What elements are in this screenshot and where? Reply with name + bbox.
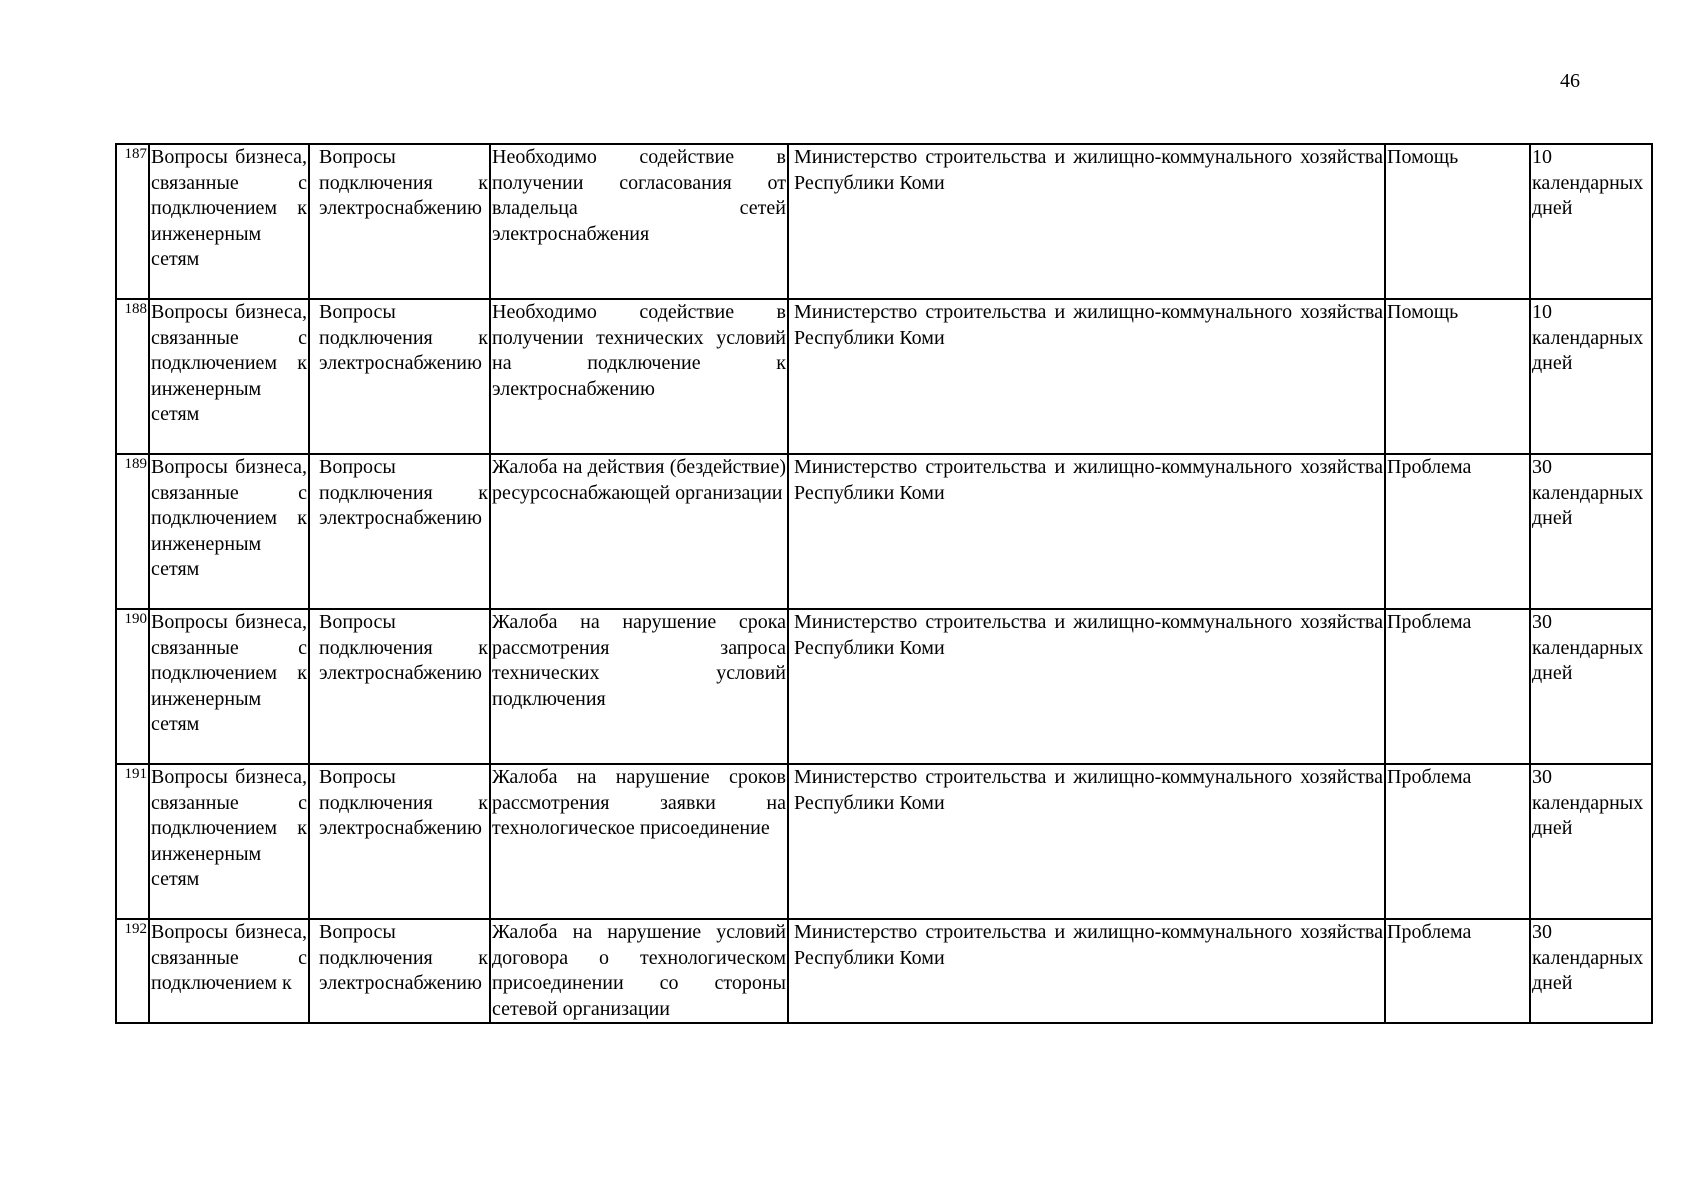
term-text: 30 календарных дней — [1532, 921, 1644, 994]
subcategory-cell — [309, 299, 490, 454]
category-cell — [149, 609, 309, 764]
subcategory-text: Вопросы подключения к электроснабжению — [319, 301, 488, 374]
subcategory-text: Вопросы подключения к электроснабжению — [319, 611, 488, 684]
type-cell — [1385, 764, 1530, 919]
authority-text: Министерство строительства и жилищно-коммунального хозяйства Республики Коми — [794, 921, 1383, 969]
row-number: 189 — [116, 454, 149, 609]
type-cell — [1385, 609, 1530, 764]
term-text: 30 календарных дней — [1532, 766, 1644, 839]
term-cell — [1530, 764, 1652, 919]
term-cell — [1530, 919, 1652, 1023]
type-text: Помощь — [1387, 146, 1459, 168]
type-text: Проблема — [1387, 611, 1472, 633]
description-text: Необходимо содействие в получении технических условий на подключение к электроснабжению — [492, 301, 786, 400]
type-cell — [1385, 919, 1530, 1023]
category-text: Вопросы бизнеса, связанные с подключением к инженерным сетям — [151, 611, 307, 735]
type-cell — [1385, 454, 1530, 609]
type-cell — [1385, 144, 1530, 299]
subcategory-text: Вопросы подключения к электроснабжению — [319, 456, 488, 529]
subcategory-text: Вопросы подключения к электроснабжению — [319, 921, 488, 994]
subcategory-cell — [309, 454, 490, 609]
table-row — [116, 609, 1652, 764]
term-text: 30 календарных дней — [1532, 456, 1644, 529]
subcategory-cell — [309, 919, 490, 1023]
description-cell — [490, 299, 788, 454]
table-row — [116, 454, 1652, 609]
term-cell — [1530, 144, 1652, 299]
description-text: Жалоба на нарушение сроков рассмотрения заявки на технологическое присоединение — [492, 766, 786, 839]
category-text: Вопросы бизнеса, связанные с подключением к инженерным сетям — [151, 146, 307, 270]
category-text: Вопросы бизнеса, связанные с подключением к инженерным сетям — [151, 301, 307, 425]
authority-text: Министерство строительства и жилищно-коммунального хозяйства Республики Коми — [794, 301, 1383, 349]
description-text: Необходимо содействие в получении согласования от владельца сетей электроснабжения — [492, 146, 786, 245]
type-text: Помощь — [1387, 301, 1459, 323]
category-cell — [149, 919, 309, 1023]
description-cell — [490, 454, 788, 609]
type-text: Проблема — [1387, 766, 1472, 788]
authority-cell — [788, 919, 1385, 1023]
row-number: 187 — [116, 144, 149, 299]
term-cell — [1530, 609, 1652, 764]
row-number: 188 — [116, 299, 149, 454]
row-number: 190 — [116, 609, 149, 764]
category-cell — [149, 454, 309, 609]
category-cell — [149, 299, 309, 454]
authority-cell — [788, 609, 1385, 764]
type-cell — [1385, 299, 1530, 454]
authority-cell — [788, 764, 1385, 919]
description-text: Жалоба на нарушение условий договора о технологическом присоединении со стороны сетевой организации — [492, 921, 786, 1020]
authority-text: Министерство строительства и жилищно-коммунального хозяйства Республики Коми — [794, 146, 1383, 194]
category-cell — [149, 144, 309, 299]
authority-text: Министерство строительства и жилищно-коммунального хозяйства Республики Коми — [794, 766, 1383, 814]
authority-cell — [788, 144, 1385, 299]
term-text: 10 календарных дней — [1532, 301, 1644, 374]
term-text: 30 календарных дней — [1532, 611, 1644, 684]
row-number: 191 — [116, 764, 149, 919]
row-number: 192 — [116, 919, 149, 1023]
table-row — [116, 299, 1652, 454]
table-row — [116, 144, 1652, 299]
category-text: Вопросы бизнеса, связанные с подключением к инженерным сетям — [151, 456, 307, 580]
type-text: Проблема — [1387, 456, 1472, 478]
description-cell — [490, 144, 788, 299]
registry-table — [115, 143, 1653, 1024]
description-text: Жалоба на нарушение срока рассмотрения запроса технических условий подключения — [492, 611, 786, 710]
description-cell — [490, 764, 788, 919]
subcategory-cell — [309, 144, 490, 299]
table-row — [116, 919, 1652, 1023]
type-text: Проблема — [1387, 921, 1472, 943]
authority-cell — [788, 454, 1385, 609]
category-text: Вопросы бизнеса, связанные с подключением к — [151, 921, 307, 994]
description-text: Жалоба на действия (бездействие) ресурсоснабжающей организации — [492, 456, 786, 504]
term-cell — [1530, 454, 1652, 609]
category-cell — [149, 764, 309, 919]
authority-cell — [788, 299, 1385, 454]
subcategory-cell — [309, 609, 490, 764]
description-cell — [490, 609, 788, 764]
authority-text: Министерство строительства и жилищно-коммунального хозяйства Республики Коми — [794, 456, 1383, 504]
description-cell — [490, 919, 788, 1023]
page-number: 46 — [1560, 70, 1580, 92]
table-row — [116, 764, 1652, 919]
term-cell — [1530, 299, 1652, 454]
category-text: Вопросы бизнеса, связанные с подключением к инженерным сетям — [151, 766, 307, 890]
subcategory-text: Вопросы подключения к электроснабжению — [319, 766, 488, 839]
term-text: 10 календарных дней — [1532, 146, 1644, 219]
subcategory-text: Вопросы подключения к электроснабжению — [319, 146, 488, 219]
authority-text: Министерство строительства и жилищно-коммунального хозяйства Республики Коми — [794, 611, 1383, 659]
subcategory-cell — [309, 764, 490, 919]
